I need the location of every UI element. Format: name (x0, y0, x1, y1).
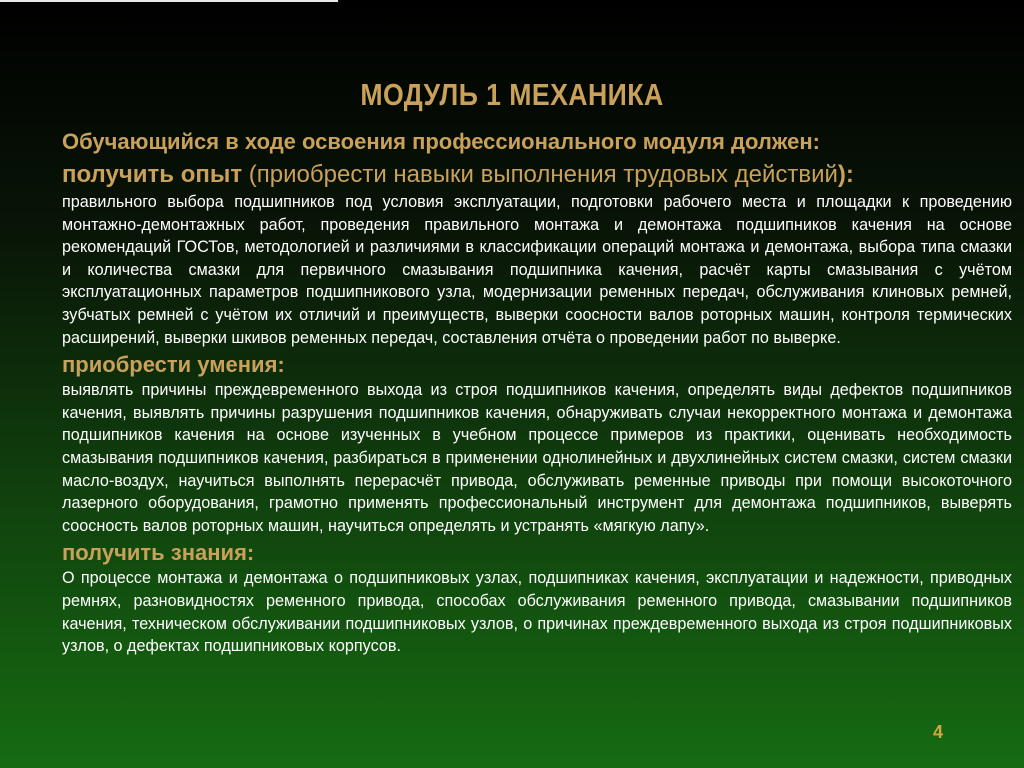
page-number: 4 (933, 722, 944, 742)
knowledge-heading: получить знания: (62, 540, 255, 566)
experience-hint: приобрести навыки выполнения трудовых действий (256, 161, 838, 188)
intro-text: Обучающийся в ходе освоения профессионального модуля должен: (62, 129, 820, 154)
skills-heading: приобрести умения: (62, 352, 285, 378)
experience-text: правильного выбора подшипников под условия эксплуатации, подготовки рабочего места и площадки к проведению монтажно-демонтажных работ, проведения правильного монтажа и демонтажа подшипников качения на основе рекомендаций ГОСТов, методологией и различиями в классификации операций монтажа и демонтажа, выбора типа смазки и количества смазки для первичного смазывания подшипника качения, расчёт карты смазывания с учётом эксплуатационных параметров подшипникового узла, модернизации ременных передач, обслуживания клиновых ремней, зубчатых ремней с учётом их отличий и преимуществ, выверки соосности валов роторных машин, контроля термических расширений, выверки шкивов ременных передач, составления отчёта о проведении работ по выверке. (62, 193, 1012, 347)
experience-paren-open: ( (248, 161, 257, 188)
slide-content (62, 127, 1012, 658)
knowledge-text: О процессе монтажа и демонтажа о подшипниковых узлах, подшипниках качения, эксплуатации и надежности, приводных ремнях, разновидностях ременного привода, способах обслуживания ременного привода, смазывании подшипников качения, техническом обслуживании подшипниковых узлов, о причинах преждевременного выхода из строя подшипниковых узлов, о дефектах подшипниковых корпусов. (62, 569, 1012, 656)
experience-label: получить опыт (62, 161, 243, 188)
skills-text: выявлять причины преждевременного выхода из строя подшипников качения, определять виды дефектов подшипников качения, выявлять причины разрушения подшипников качения, обнаруживать случаи некорректного монтажа и демонтажа подшипников качения на основе изученных в учебном процессе примеров из практики, оценивать необходимость смазывания подшипников качения, разбираться в применении однолинейных и двухлинейных систем смазки, систем смазки масло-воздух, научиться выполнять перерасчёт привода, обслуживать ременные приводы при помощи высокоточного лазерного оборудования, грамотно применять профессиональный инструмент для демонтажа подшипников, выверять соосность валов роторных машин, научиться определять и устранять «мягкую лапу». (62, 381, 1012, 535)
top-divider-line (0, 0, 338, 2)
experience-paren-close: ): (837, 161, 854, 188)
experience-heading (62, 159, 1012, 191)
slide-title: МОДУЛЬ 1 МЕХАНИКА (360, 77, 664, 112)
